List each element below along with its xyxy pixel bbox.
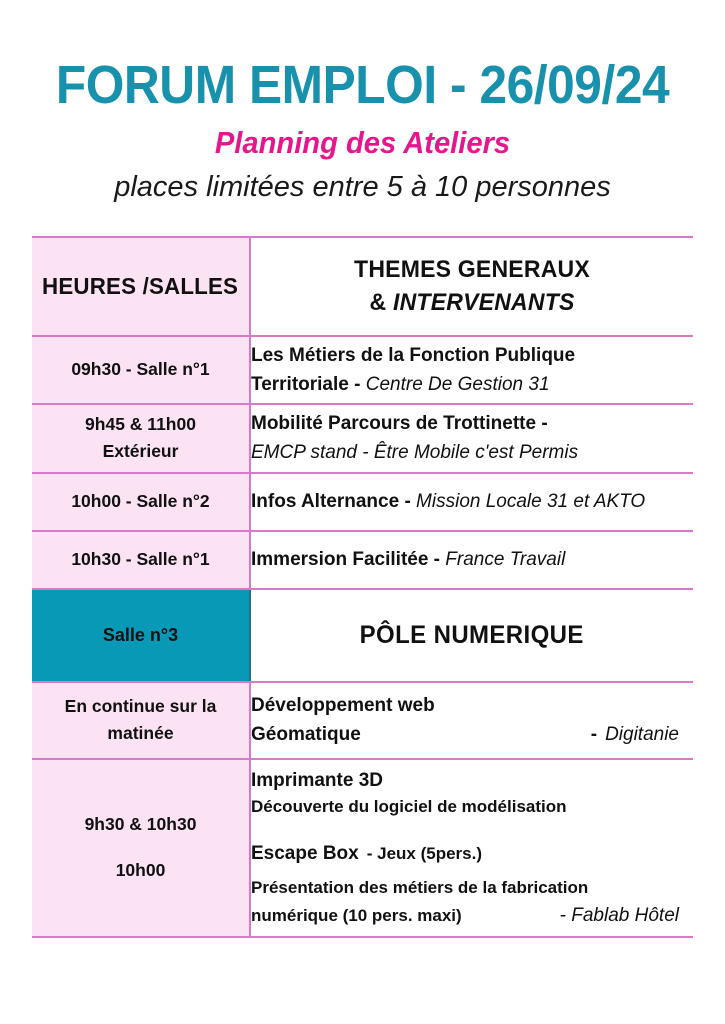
pole-row-1-line-4: Présentation des métiers de la fabrication — [251, 877, 589, 897]
table-row — [32, 473, 693, 531]
pole-row-0-time-line-1: En continue sur la — [64, 696, 217, 717]
row-theme-1-line-1: Mobilité Parcours de Trottinette - — [251, 413, 548, 435]
row-time-1-line-1: 9h45 & 11h00 — [85, 414, 196, 435]
time-spacer — [32, 837, 249, 859]
row-theme-0-line-2 — [251, 372, 693, 398]
table-row — [32, 404, 693, 473]
row-time-2: 10h00 - Salle n°2 — [32, 473, 250, 531]
row-theme-2-italic: Mission Locale 31 et AKTO — [410, 491, 646, 513]
row-theme-3-italic: France Travail — [440, 549, 566, 571]
schedule-table-wrapper — [32, 236, 693, 938]
pole-row-1-theme — [250, 759, 693, 937]
row-time-0: 09h30 - Salle n°1 — [32, 336, 250, 404]
pole-row-0-time-line-2: matinée — [107, 723, 174, 743]
pole-row-1-line-2: Découverte du logiciel de modélisation — [251, 797, 567, 817]
pole-row-1-provider: - Fablab Hôtel — [559, 904, 679, 926]
row-theme-0 — [250, 336, 693, 404]
page-subtitle: Planning des Ateliers — [214, 125, 511, 160]
row-theme-1 — [250, 404, 693, 473]
schedule-table — [32, 236, 693, 938]
table-row — [32, 336, 693, 404]
pole-numerique-row — [32, 589, 693, 682]
row-time-1 — [32, 404, 250, 473]
pole-title-label: PÔLE NUMERIQUE — [359, 620, 585, 649]
row-theme-0-line-2-bold: Territoriale - — [251, 373, 361, 395]
column-header-themes-plain: THEMES GENERAUX & — [354, 256, 590, 316]
column-header-time — [32, 237, 250, 336]
page-note: places limitées entre 5 à 10 personnes — [114, 171, 611, 204]
escape-box-label: Escape Box — [251, 843, 359, 865]
pole-row-0-line-2-left: Géomatique — [251, 724, 361, 745]
pole-row-1-line-3 — [251, 841, 693, 867]
table-row — [32, 682, 693, 759]
row-time-1-line-2: Extérieur — [102, 441, 179, 461]
pole-row-1-time-line-2: 10h00 — [115, 860, 166, 880]
theme-spacer — [251, 819, 693, 841]
poster-header — [0, 0, 725, 204]
row-theme-1-line-2: EMCP stand - Être Mobile c'est Permis — [251, 442, 579, 463]
pole-title-cell — [250, 589, 693, 682]
column-header-time-label: HEURES /SALLES — [42, 272, 239, 299]
pole-row-1-time — [32, 759, 250, 937]
row-theme-3 — [250, 531, 693, 589]
pole-row-1-line-5 — [251, 903, 693, 929]
table-header-row — [32, 237, 693, 336]
row-theme-2-line-1 — [251, 489, 693, 515]
pole-row-1-time-line-1: 9h30 & 10h30 — [84, 814, 197, 835]
pole-row-0-time — [32, 682, 250, 759]
row-theme-2-bold: Infos Alternance - — [251, 491, 411, 513]
table-row — [32, 759, 693, 937]
pole-row-0-line-2-right — [591, 722, 679, 748]
column-header-themes — [250, 237, 693, 336]
row-theme-3-bold: Immersion Facilitée - — [251, 549, 441, 571]
column-header-themes-label — [260, 254, 684, 319]
row-theme-3-line-1 — [251, 547, 693, 573]
pole-row-0-provider: Digitanie — [605, 724, 679, 745]
pole-row-1-line-1: Imprimante 3D — [251, 769, 383, 791]
pole-row-0-dash: - — [590, 724, 598, 745]
row-time-3: 10h30 - Salle n°1 — [32, 531, 250, 589]
table-row — [32, 531, 693, 589]
row-theme-0-line-1: Les Métiers de la Fonction Publique — [251, 344, 576, 366]
row-theme-0-line-2-italic: Centre De Gestion 31 — [360, 373, 550, 395]
pole-row-1-line-5-left: numérique (10 pers. maxi) — [251, 905, 462, 925]
pole-room-cell: Salle n°3 — [32, 589, 250, 682]
row-theme-2 — [250, 473, 693, 531]
escape-box-detail: - Jeux (5pers.) — [366, 844, 482, 864]
pole-row-0-line-1: Développement web — [251, 695, 435, 717]
page-title: FORUM EMPLOI - 26/09/24 — [55, 55, 670, 115]
pole-row-0-theme — [250, 682, 693, 759]
column-header-themes-italic: INTERVENANTS — [393, 288, 575, 316]
pole-row-0-line-2 — [251, 722, 693, 748]
